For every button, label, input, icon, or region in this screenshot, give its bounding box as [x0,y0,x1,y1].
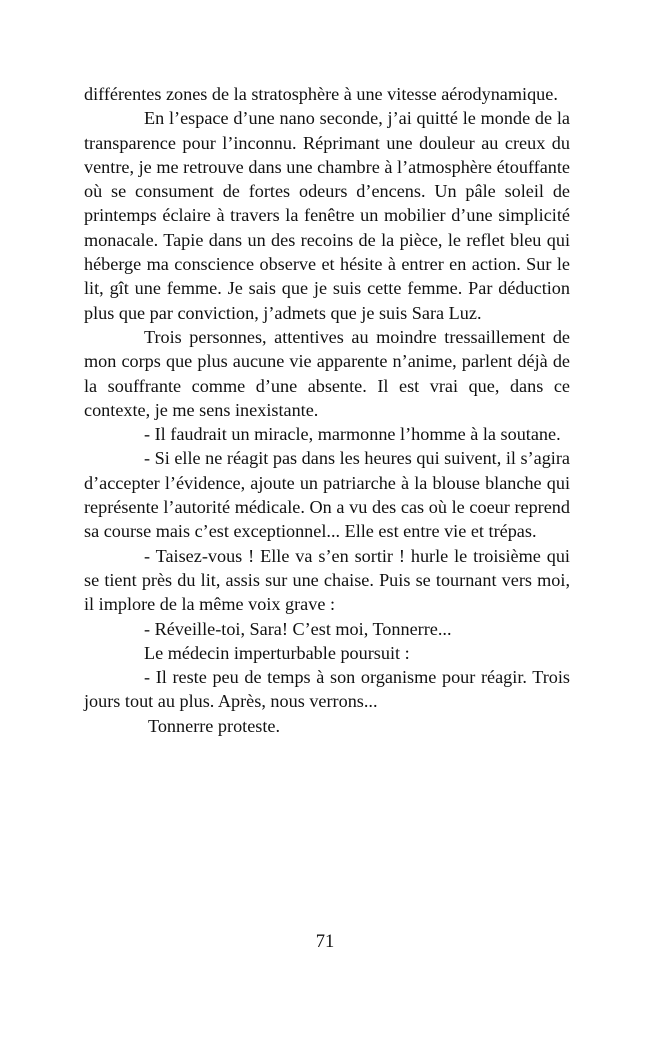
paragraph-continuation: différentes zones de la stratosphère à une vitesse aérodynamique. [84,84,558,104]
dialogue-taisez-vous: - Taisez-vous ! Elle va s’en sortir ! hurle le troisième qui se tient près du lit, assis sur une chaise. Puis se tournant vers moi, il implore de la même voix grave : [84,545,570,615]
paragraph-trois-personnes: Trois personnes, attentives au moindre tressaillement de mon corps que plus aucune vie apparente n’anime, parlent déjà de la souffrante comme d’une absente. Il est vrai que, dans ce contexte, je me sens inexistante. [84,326,570,420]
paragraph-nano-seconde: En l’espace d’une nano seconde, j’ai quitté le monde de la transparence pour l’inconnu. Réprimant une douleur au creux du ventre, je me retrouve dans une chambre à l’atmosphère étouffante où se consument de fortes odeurs d’encens. Un pâle soleil de printemps éclaire à travers la fenêtre un mobilier d’une simplicité monacale. Tapie dans un des recoins de la pièce, le reflet bleu qui héberge ma conscience observe et hésite à entrer en action. Sur le lit, gît une femme. Je sais que je suis cette femme. Par déduction plus que par conviction, j’admets que je suis Sara Luz. [84,108,570,323]
paragraph-medecin-poursuit: Le médecin imperturbable poursuit : [144,642,410,663]
page-body [84,82,570,738]
dialogue-reste-peu-de-temps: - Il reste peu de temps à son organisme pour réagir. Trois jours tout au plus. Après, nous verrons... [84,667,570,712]
page-number: 71 [315,932,335,952]
dialogue-reveille-toi: - Réveille-toi, Sara! C’est moi, Tonnerre... [144,618,452,639]
dialogue-miracle: - Il faudrait un miracle, marmonne l’homme à la soutane. [144,424,561,445]
paragraph-tonnerre-proteste: Tonnerre proteste. [148,715,281,736]
dialogue-medecin: - Si elle ne réagit pas dans les heures qui suivent, il s’agira d’accepter l’évidence, ajoute un patriarche à la blouse blanche qui représente l’autorité médicale. On a vu des cas où le coeur reprend sa course mais c’est exceptionnel... Elle est entre vie et trépas. [84,448,570,542]
